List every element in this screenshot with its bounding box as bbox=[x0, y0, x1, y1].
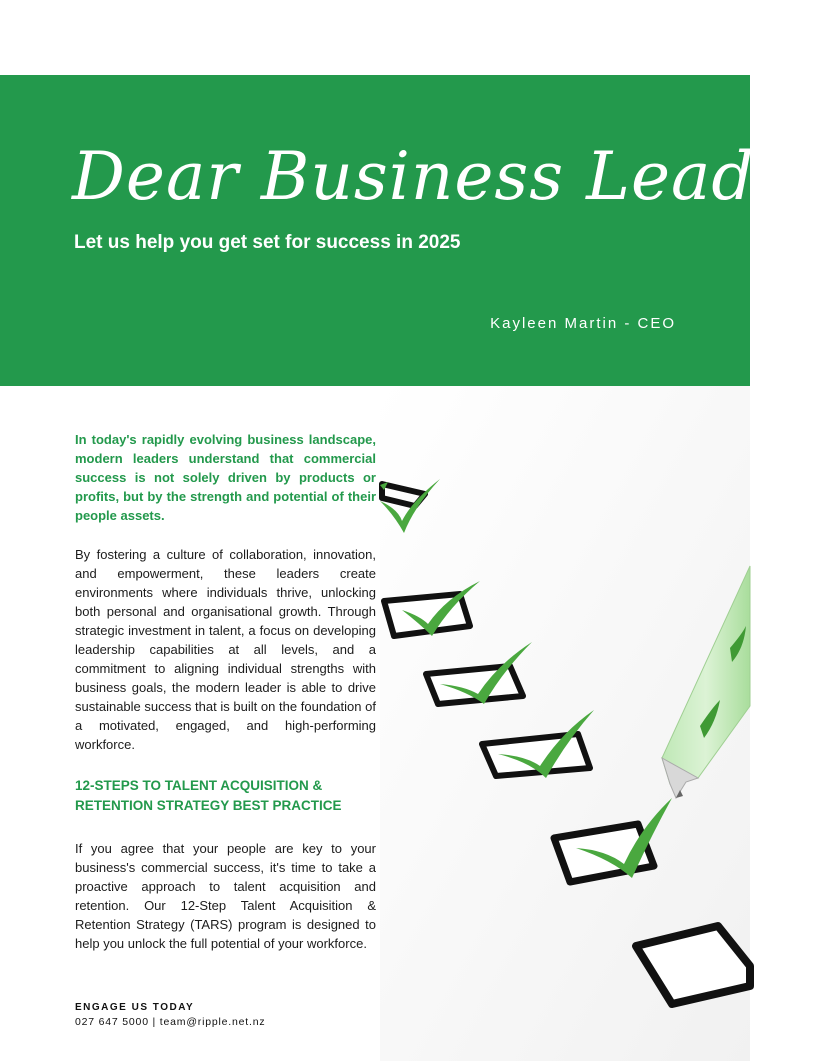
intro-paragraph: In today's rapidly evolving business landscape, modern leaders understand that commercial success is not solely driven by products or profits, but by the strength and potential of their people assets. bbox=[75, 432, 376, 523]
body-paragraph-2: If you agree that your people are key to your business's commercial success, it's time to take a proactive approach to talent acquisition and retention. Our 12-Step Talent Acquisition & Retention Strategy (TARS) program is designed to help you unlock the full potential of your workforce. bbox=[75, 841, 376, 951]
contact-info[interactable]: 027 647 5000 | team@ripple.net.nz bbox=[75, 1016, 266, 1028]
section-heading: 12-STEPS TO TALENT ACQUISITION & RETENTION STRATEGY BEST PRACTICE bbox=[75, 778, 342, 813]
body-paragraph-1: By fostering a culture of collaboration, innovation, and empowerment, these leaders create environments where individuals thrive, unlocking both personal and organisational growth. Through strategic investment in talent, a focus on developing leadership capabilities at all levels, and a commitment to aligning individual strengths with business goals, the modern leader is able to drive sustainable success that is built on the foundation of a motivated, engaged, and high-performing workforce. bbox=[75, 547, 376, 752]
checklist-illustration bbox=[380, 386, 750, 1061]
page-subtitle: Let us help you get set for success in 2025 bbox=[74, 232, 461, 253]
header-banner bbox=[0, 75, 827, 386]
main-content bbox=[75, 430, 376, 953]
engage-label: ENGAGE US TODAY bbox=[75, 1002, 195, 1013]
page-title: Dear Business Leader bbox=[72, 138, 827, 215]
author-name: Kayleen Martin - CEO bbox=[490, 315, 676, 332]
